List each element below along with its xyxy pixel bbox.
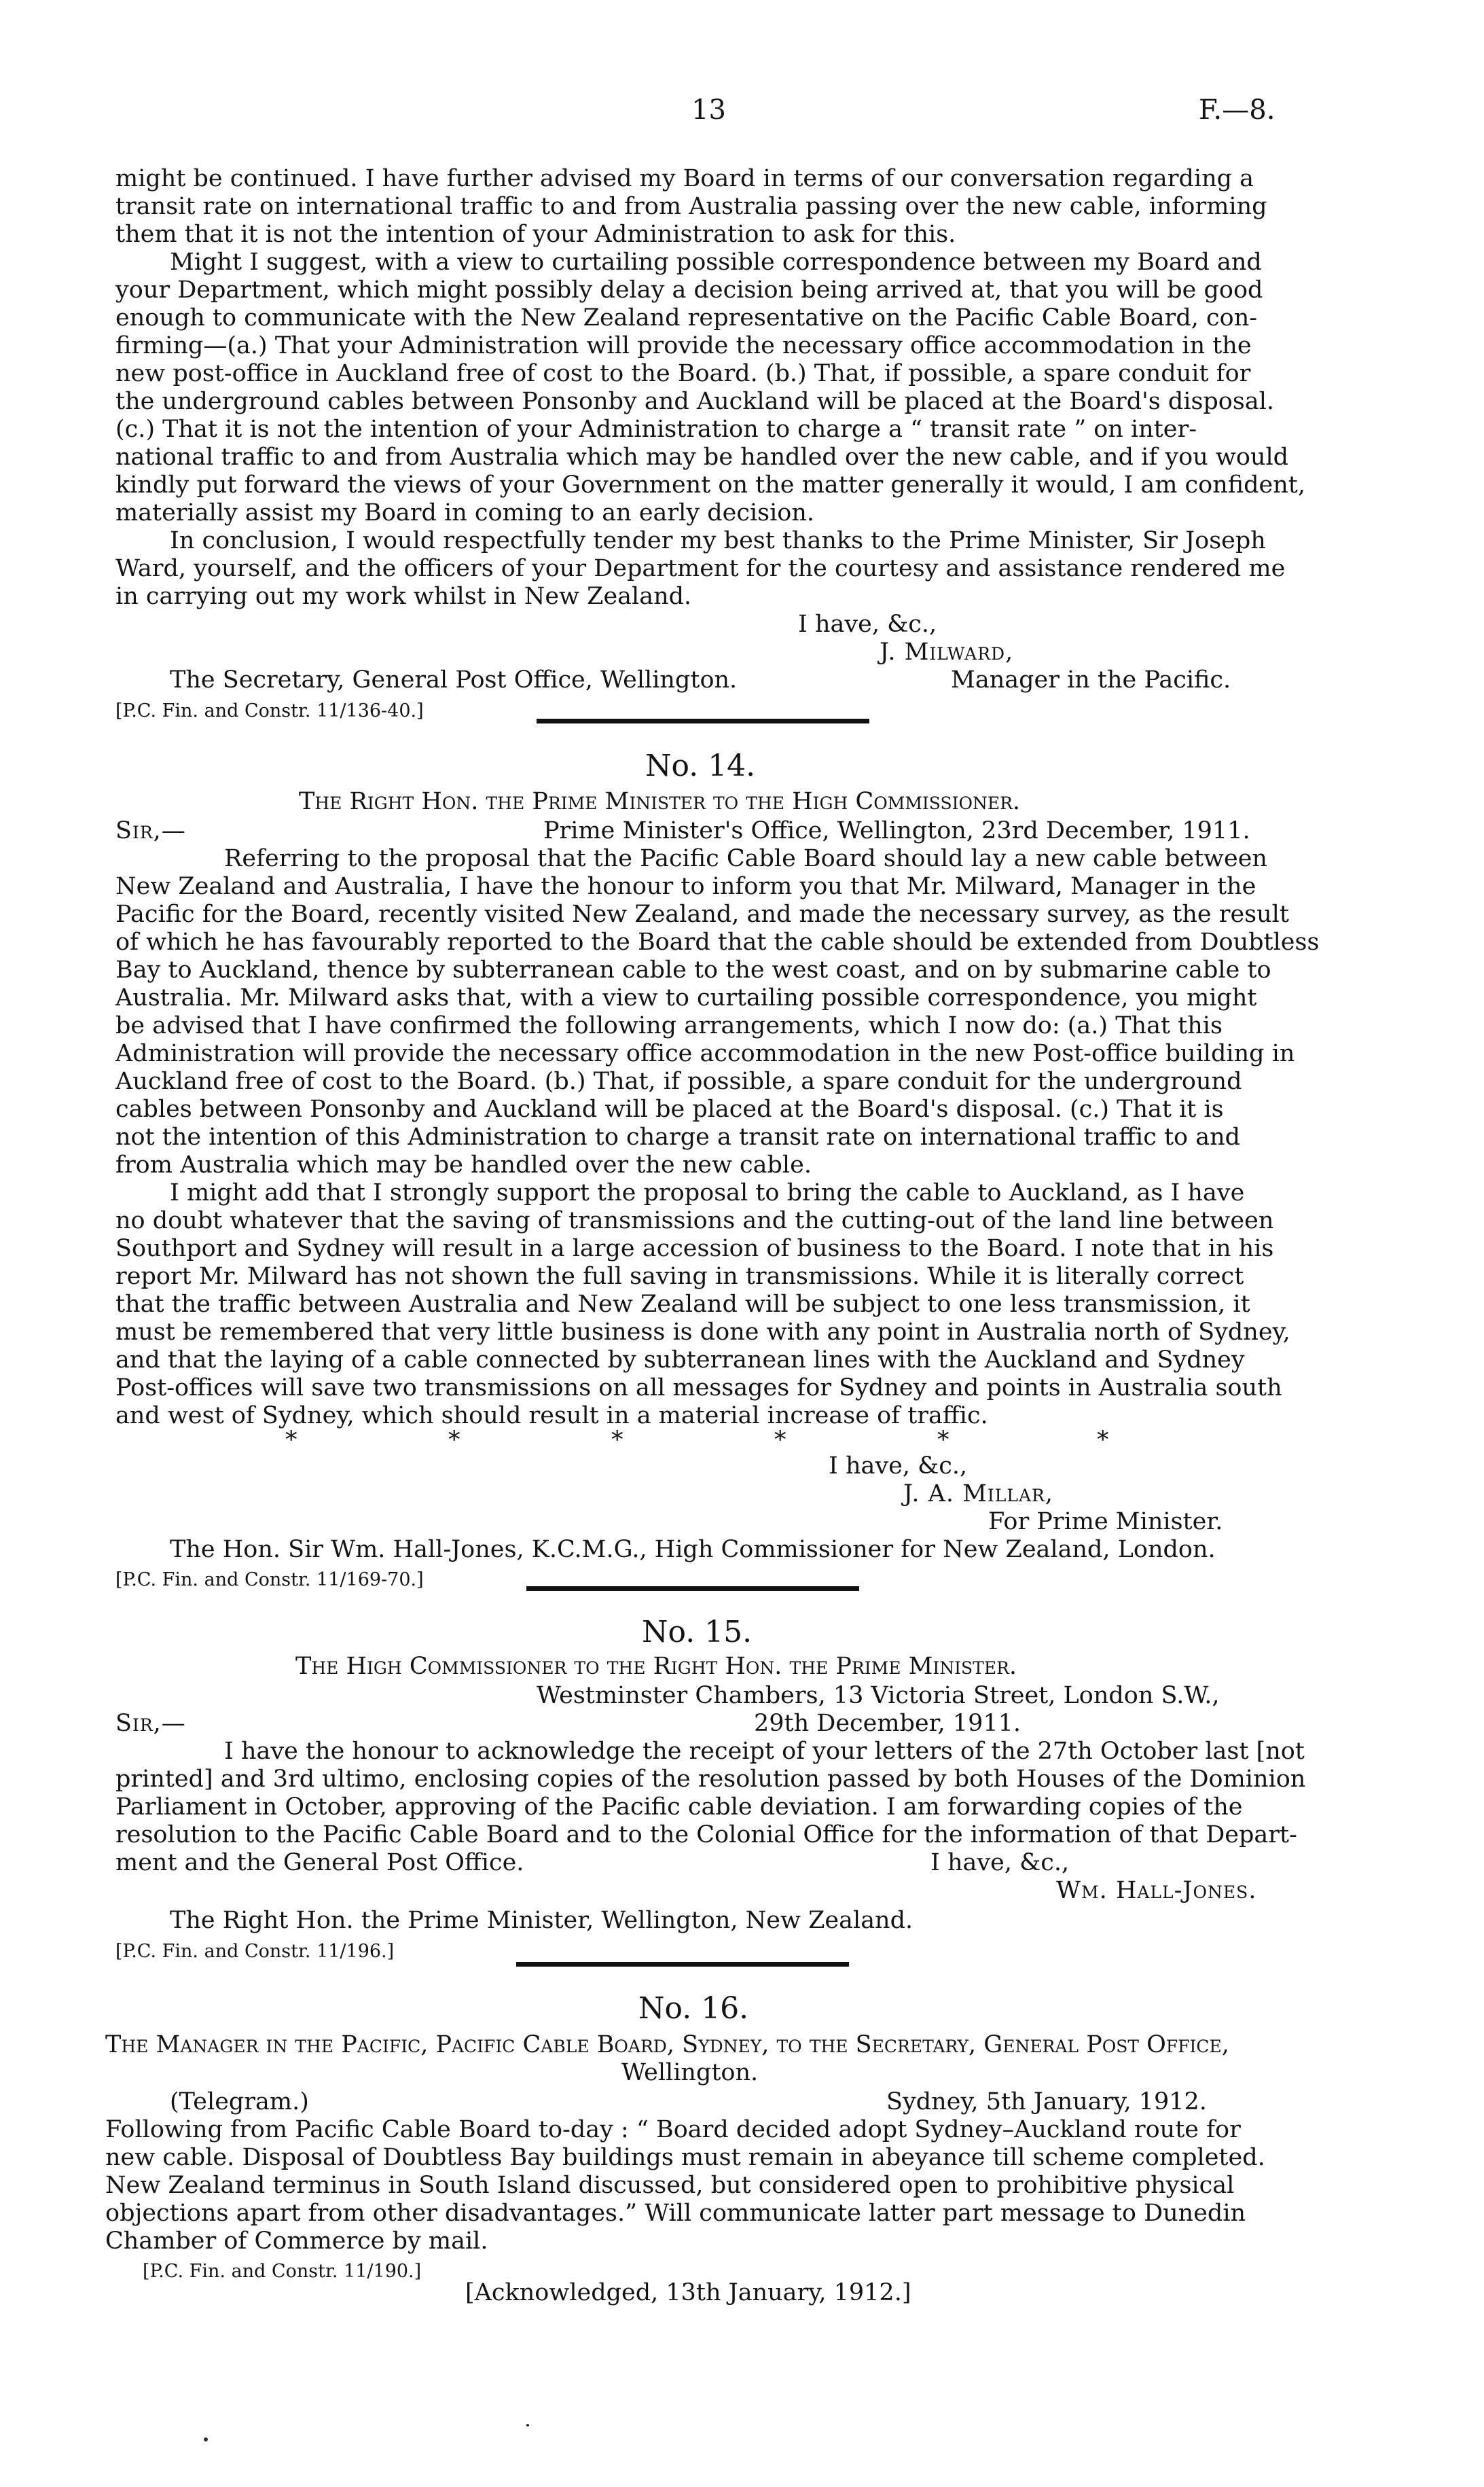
signer: J. Milward,	[880, 639, 1014, 666]
place-date: Sydney, 5th January, 1912.	[886, 2088, 1207, 2115]
body-line: (c.) That it is not the intention of your Administration to charge a “ transit rate ” on inter-	[115, 416, 1197, 443]
body-line: your Department, which might possibly delay a decision being arrived at, that you will be good	[115, 276, 1263, 304]
body-line: report Mr. Milward has not shown the full saving in transmissions. While it is literally correct	[115, 1263, 1244, 1290]
omission-asterisk: *	[448, 1427, 460, 1454]
body-line: firming—(a.) That your Administration will provide the necessary office accommodation in the	[115, 332, 1252, 359]
section-divider	[537, 719, 869, 723]
body-line: Pacific for the Board, recently visited New Zealand, and made the necessary survey, as the result	[115, 901, 1289, 928]
body-line: I have the honour to acknowledge the receipt of your letters of the 27th October last [not	[224, 1738, 1305, 1765]
body-line: Might I suggest, with a view to curtailing possible correspondence between my Board and	[170, 249, 1262, 276]
omission-asterisk: *	[937, 1427, 949, 1454]
body-line: printed] and 3rd ultimo, enclosing copies of the resolution passed by both Houses of the Dominion	[115, 1766, 1306, 1793]
body-line: be advised that I have confirmed the following arrangements, which I now do: (a.) That this	[115, 1012, 1223, 1039]
signer: Wm. Hall-Jones.	[1056, 1877, 1257, 1904]
body-line: no doubt whatever that the saving of transmissions and the cutting-out of the land line between	[115, 1207, 1274, 1234]
body-line: from Australia which may be handled over the new cable.	[115, 1151, 812, 1179]
body-line: Ward, yourself, and the officers of your Department for the courtesy and assistance rendered me	[115, 555, 1286, 582]
omission-asterisk: *	[285, 1427, 297, 1454]
file-reference: [P.C. Fin. and Constr. 11/169-70.]	[115, 1569, 424, 1590]
body-line: Australia. Mr. Milward asks that, with a view to curtailing possible correspondence, you might	[115, 984, 1257, 1012]
section-subtitle: The Manager in the Pacific, Pacific Cable Board, Sydney, to the Secretary, General Post Office,	[105, 2031, 1229, 2058]
body-line: Bay to Auckland, thence by subterranean cable to the west coast, and on by submarine cable to	[115, 956, 1271, 984]
body-line: them that it is not the intention of your Administration to ask for this.	[115, 221, 956, 248]
place-date: Prime Minister's Office, Wellington, 23rd December, 1911.	[543, 817, 1250, 844]
addressee: The Secretary, General Post Office, Wellington.	[170, 666, 738, 694]
body-line: objections apart from other disadvantages.” Will communicate latter part message to Dunedin	[105, 2200, 1246, 2227]
body-line: I might add that I strongly support the proposal to bring the cable to Auckland, as I have	[170, 1179, 1245, 1206]
body-line: not the intention of this Administration to charge a transit rate on international traffic to and	[115, 1124, 1241, 1151]
body-line: the underground cables between Ponsonby and Auckland will be placed at the Board's disposal.	[115, 388, 1275, 415]
body-line: new post-office in Auckland free of cost to the Board. (b.) That, if possible, a spare conduit for	[115, 360, 1251, 387]
body-line: and that the laying of a cable connected by subterranean lines with the Auckland and Sydney	[115, 1346, 1245, 1374]
section-subtitle: The Right Hon. the Prime Minister to the High Commissioner.	[299, 788, 1021, 815]
telegram-label: (Telegram.)	[170, 2088, 309, 2115]
section-subtitle: Wellington.	[621, 2059, 759, 2086]
page-number: 13	[691, 94, 726, 126]
body-line: and west of Sydney, which should result in a material increase of traffic.	[115, 1402, 988, 1429]
file-reference: [P.C. Fin. and Constr. 11/136-40.]	[115, 700, 424, 721]
body-line: materially assist my Board in coming to an early decision.	[115, 499, 815, 526]
body-line: might be continued. I have further advised my Board in terms of our conversation regarding a	[115, 165, 1254, 192]
omission-asterisk: *	[774, 1427, 786, 1454]
body-line: New Zealand and Australia, I have the honour to inform you that Mr. Milward, Manager in the	[115, 873, 1256, 900]
body-line: enough to communicate with the New Zealand representative on the Pacific Cable Board, con-	[115, 304, 1258, 332]
file-reference: [P.C. Fin. and Constr. 11/190.]	[143, 2261, 422, 2282]
signer: J. A. Millar,	[903, 1480, 1054, 1507]
omission-asterisk: *	[1097, 1427, 1109, 1454]
document-code: F.—8.	[1199, 94, 1275, 126]
body-line: must be remembered that very little business is done with any point in Australia north of Sydney,	[115, 1319, 1290, 1346]
salutation: Sir,—	[115, 817, 186, 844]
section-heading: No. 14.	[645, 749, 756, 783]
signer-title: Manager in the Pacific.	[951, 666, 1231, 694]
closing: I have, &c.,	[798, 611, 937, 638]
body-line: Southport and Sydney will result in a large accession of business to the Board. I note that in his	[115, 1235, 1274, 1262]
body-line: that the traffic between Australia and New Zealand will be subject to one less transmission, it	[115, 1291, 1250, 1318]
section-divider	[526, 1586, 859, 1591]
acknowledgement: [Acknowledged, 13th January, 1912.]	[465, 2279, 911, 2306]
body-line: ment and the General Post Office.	[115, 1849, 524, 1876]
body-line: Following from Pacific Cable Board to-day : “ Board decided adopt Sydney–Auckland route for	[105, 2116, 1241, 2143]
body-line: In conclusion, I would respectfully tender my best thanks to the Prime Minister, Sir Joseph	[170, 527, 1266, 554]
section-subtitle: The High Commissioner to the Right Hon. the Prime Minister.	[295, 1653, 1017, 1680]
omission-asterisk: *	[611, 1427, 623, 1454]
body-line: new cable. Disposal of Doubtless Bay buildings must remain in abeyance till scheme completed.	[105, 2144, 1265, 2171]
body-line: national traffic to and from Australia which may be handled over the new cable, and if you would	[115, 444, 1289, 471]
body-line: Post-offices will save two transmissions on all messages for Sydney and points in Australia south	[115, 1374, 1282, 1401]
letter-date: 29th December, 1911.	[754, 1710, 1021, 1737]
body-line: resolution to the Pacific Cable Board and to the Colonial Office for the information of that Depart-	[115, 1821, 1297, 1848]
body-line: kindly put forward the views of your Government on the matter generally it would, I am confident,	[115, 471, 1305, 499]
body-line: transit rate on international traffic to and from Australia passing over the new cable, informing	[115, 193, 1267, 220]
body-line: of which he has favourably reported to the Board that the cable should be extended from Doubtless	[115, 929, 1320, 956]
body-line: cables between Ponsonby and Auckland will be placed at the Board's disposal. (c.) That it is	[115, 1096, 1224, 1123]
body-line: Administration will provide the necessary office accommodation in the new Post-office building in	[115, 1040, 1295, 1067]
section-heading: No. 15.	[642, 1615, 753, 1649]
print-speck	[526, 2424, 529, 2427]
salutation: Sir,—	[115, 1710, 186, 1737]
file-reference: [P.C. Fin. and Constr. 11/196.]	[115, 1941, 395, 1962]
sender-address: Westminster Chambers, 13 Victoria Street, London S.W.,	[537, 1682, 1220, 1709]
signer-title: For Prime Minister.	[988, 1508, 1223, 1535]
section-heading: No. 16.	[638, 1991, 749, 2026]
body-line: New Zealand terminus in South Island discussed, but considered open to prohibitive physical	[105, 2172, 1235, 2199]
print-speck	[204, 2437, 208, 2441]
body-line: in carrying out my work whilst in New Zealand.	[115, 583, 692, 610]
body-line: Chamber of Commerce by mail.	[105, 2227, 488, 2255]
addressee: The Right Hon. the Prime Minister, Wellington, New Zealand.	[170, 1907, 913, 1934]
body-line: Parliament in October, approving of the Pacific cable deviation. I am forwarding copies of the	[115, 1793, 1243, 1821]
closing: I have, &c.,	[829, 1452, 968, 1480]
body-line: Referring to the proposal that the Pacific Cable Board should lay a new cable between	[224, 845, 1267, 872]
body-line: Auckland free of cost to the Board. (b.) That, if possible, a spare conduit for the underground	[115, 1068, 1242, 1095]
addressee: The Hon. Sir Wm. Hall-Jones, K.C.M.G., High Commissioner for New Zealand, London.	[170, 1536, 1216, 1563]
section-divider	[516, 1962, 849, 1967]
closing: I have, &c.,	[930, 1849, 1070, 1876]
